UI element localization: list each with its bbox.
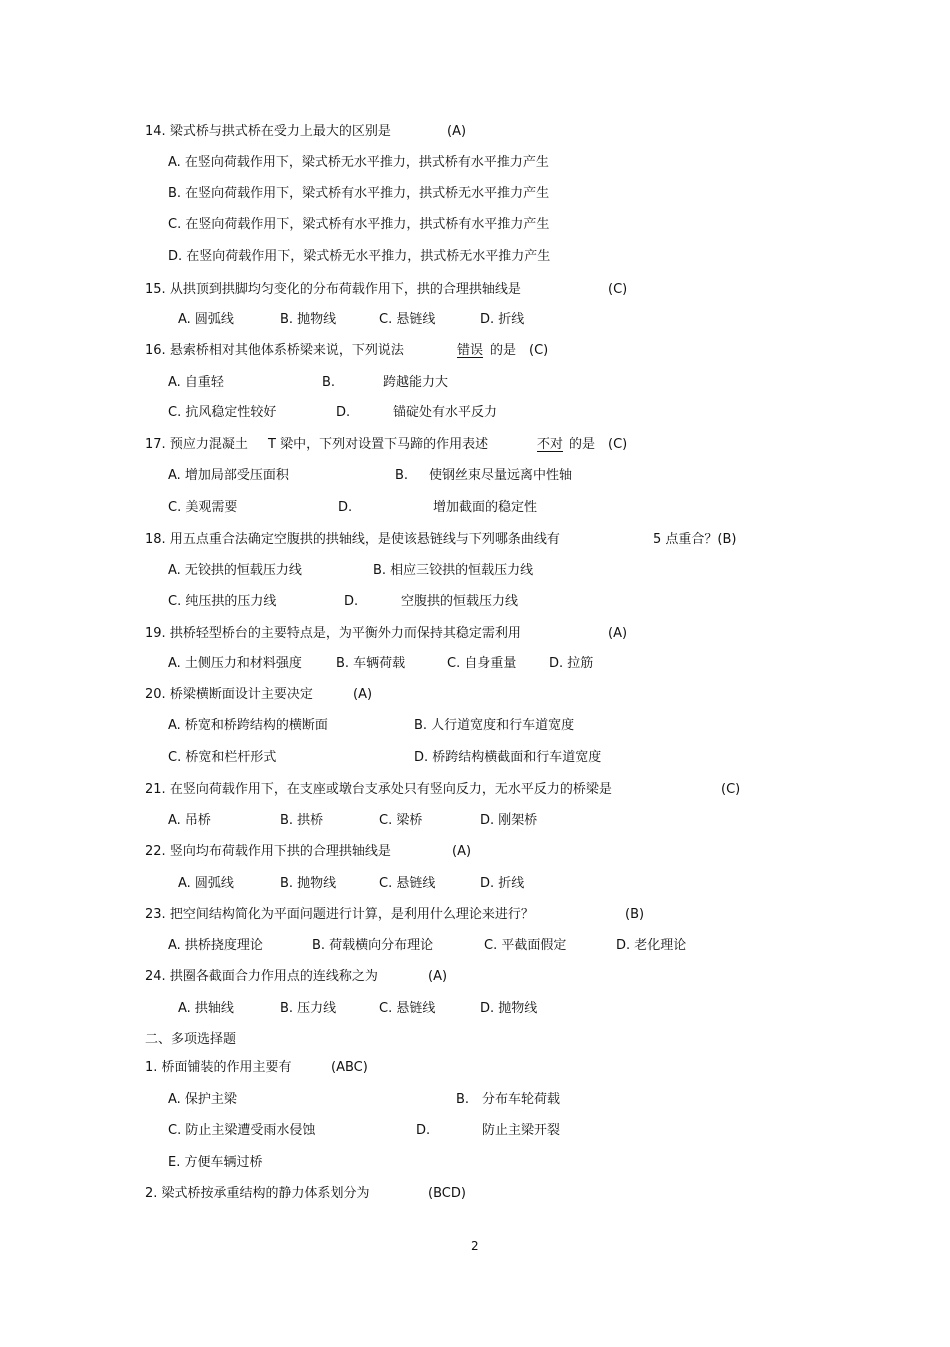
question-16-emphasis: 错误	[457, 343, 484, 358]
question-20-option-b: B. 人行道宽度和行车道宽度	[414, 718, 575, 733]
question-24-stem: 24. 拱圈各截面合力作用点的连线称之为	[145, 969, 378, 984]
question-17-emphasis: 不对	[537, 437, 564, 452]
question-19-stem: 19. 拱桥轻型桥台的主要特点是，为平衡外力而保持其稳定需利用	[145, 626, 521, 641]
question-19-answer: (A)	[608, 626, 628, 641]
multi-question-1-option-b-letter: B.	[456, 1092, 470, 1107]
multi-question-1-option-b-text: 分布车轮荷载	[482, 1092, 561, 1107]
question-15-option-d: D. 折线	[480, 312, 525, 327]
multi-question-1-option-d-letter: D.	[416, 1123, 431, 1138]
page-number: 2	[471, 1239, 479, 1253]
question-22-answer: (A)	[452, 844, 472, 859]
question-22-option-a: A. 圆弧线	[178, 876, 234, 891]
multi-question-1-answer: (ABC)	[331, 1060, 368, 1075]
question-16-option-a: A. 自重轻	[168, 375, 224, 390]
question-20-stem: 20. 桥梁横断面设计主要决定	[145, 687, 313, 702]
question-18-option-d-text: 空腹拱的恒载压力线	[401, 594, 519, 609]
question-16-option-d-letter: D.	[336, 405, 351, 420]
question-21-option-c: C. 梁桥	[379, 813, 423, 828]
question-17-option-a: A. 增加局部受压面积	[168, 468, 289, 483]
multi-question-1-option-c: C. 防止主梁遭受雨水侵蚀	[168, 1123, 316, 1138]
question-18-option-a: A. 无铰拱的恒载压力线	[168, 563, 302, 578]
question-23-stem: 23. 把空间结构简化为平面问题进行计算，是利用什么理论来进行？	[145, 907, 534, 922]
question-16-option-b-letter: B.	[322, 375, 336, 390]
question-16-option-b-text: 跨越能力大	[383, 375, 449, 390]
question-23-option-d: D. 老化理论	[616, 938, 687, 953]
question-22-stem: 22. 竖向均布荷载作用下拱的合理拱轴线是	[145, 844, 391, 859]
question-24-option-a: A. 拱轴线	[178, 1001, 234, 1016]
question-16-answer: (C)	[529, 343, 549, 358]
question-16-option-d-text: 锚碇处有水平反力	[393, 405, 498, 420]
question-18-tail-answer: 5 点重合？(B)	[653, 532, 737, 547]
question-14-option-d: D. 在竖向荷载作用下，梁式桥无水平推力，拱式桥无水平推力产生	[168, 249, 551, 264]
question-19-option-b: B. 车辆荷载	[336, 656, 406, 671]
question-17-option-b-text: 使钢丝束尽量远离中性轴	[429, 468, 573, 483]
question-18-option-d-letter: D.	[344, 594, 359, 609]
question-16-tail: 的是	[490, 343, 517, 358]
question-19-option-a: A. 土侧压力和材料强度	[168, 656, 302, 671]
question-14-option-c: C. 在竖向荷载作用下，梁式桥有水平推力，拱式桥有水平推力产生	[168, 217, 550, 232]
question-17-option-d-text: 增加截面的稳定性	[433, 500, 538, 515]
question-19-option-d: D. 拉筋	[549, 656, 594, 671]
question-14-stem: 14. 梁式桥与拱式桥在受力上最大的区别是	[145, 124, 391, 139]
question-17-answer: (C)	[608, 437, 628, 452]
question-21-stem: 21. 在竖向荷载作用下，在支座或墩台支承处只有竖向反力，无水平反力的桥梁是	[145, 782, 612, 797]
multi-question-2-stem: 2. 梁式桥按承重结构的静力体系划分为	[145, 1186, 370, 1201]
question-19-option-c: C. 自身重量	[447, 656, 517, 671]
question-17-stem: 17. 预应力混凝土	[145, 437, 248, 452]
question-17-option-d-letter: D.	[338, 500, 353, 515]
question-17-stem-cont: T 梁中，下列对设置下马蹄的作用表述	[268, 437, 489, 452]
multi-question-1-option-d-text: 防止主梁开裂	[482, 1123, 561, 1138]
question-22-option-d: D. 折线	[480, 876, 525, 891]
question-20-option-d: D. 桥跨结构横截面和行车道宽度	[414, 750, 602, 765]
question-18-option-c: C. 纯压拱的压力线	[168, 594, 277, 609]
multi-question-1-option-a: A. 保护主梁	[168, 1092, 237, 1107]
section-heading: 二、多项选择题	[145, 1032, 237, 1047]
question-24-option-d: D. 抛物线	[480, 1001, 538, 1016]
question-16-stem: 16. 悬索桥相对其他体系桥梁来说，下列说法	[145, 343, 404, 358]
question-23-option-b: B. 荷载横向分布理论	[312, 938, 434, 953]
question-14-option-a: A. 在竖向荷载作用下，梁式桥无水平推力，拱式桥有水平推力产生	[168, 155, 549, 170]
question-14-option-b: B. 在竖向荷载作用下，梁式桥有水平推力，拱式桥无水平推力产生	[168, 186, 550, 201]
question-15-option-a: A. 圆弧线	[178, 312, 234, 327]
question-15-answer: (C)	[608, 282, 628, 297]
multi-question-2-answer: (BCD)	[428, 1186, 466, 1201]
question-15-option-c: C. 悬链线	[379, 312, 436, 327]
question-15-stem: 15. 从拱顶到拱脚均匀变化的分布荷载作用下，拱的合理拱轴线是	[145, 282, 521, 297]
question-17-tail: 的是	[569, 437, 596, 452]
question-23-answer: (B)	[625, 907, 645, 922]
question-24-option-b: B. 压力线	[280, 1001, 337, 1016]
question-18-option-b: B. 相应三铰拱的恒载压力线	[373, 563, 534, 578]
question-24-answer: (A)	[428, 969, 448, 984]
question-14-answer: (A)	[447, 124, 467, 139]
question-17-option-b-letter: B.	[395, 468, 409, 483]
question-21-option-a: A. 吊桥	[168, 813, 211, 828]
question-23-option-c: C. 平截面假定	[484, 938, 567, 953]
question-22-option-c: C. 悬链线	[379, 876, 436, 891]
question-22-option-b: B. 抛物线	[280, 876, 337, 891]
question-21-answer: (C)	[721, 782, 741, 797]
question-21-option-b: B. 拱桥	[280, 813, 324, 828]
question-21-option-d: D. 刚架桥	[480, 813, 538, 828]
question-20-option-c: C. 桥宽和栏杆形式	[168, 750, 277, 765]
question-20-option-a: A. 桥宽和桥跨结构的横断面	[168, 718, 328, 733]
question-20-answer: (A)	[353, 687, 373, 702]
question-24-option-c: C. 悬链线	[379, 1001, 436, 1016]
multi-question-1-option-e: E. 方便车辆过桥	[168, 1155, 263, 1170]
question-18-stem: 18. 用五点重合法确定空腹拱的拱轴线，是使该悬链线与下列哪条曲线有	[145, 532, 560, 547]
multi-question-1-stem: 1. 桥面铺装的作用主要有	[145, 1060, 292, 1075]
question-15-option-b: B. 抛物线	[280, 312, 337, 327]
question-16-option-c: C. 抗风稳定性较好	[168, 405, 277, 420]
question-23-option-a: A. 拱桥挠度理论	[168, 938, 263, 953]
question-17-option-c: C. 美观需要	[168, 500, 238, 515]
